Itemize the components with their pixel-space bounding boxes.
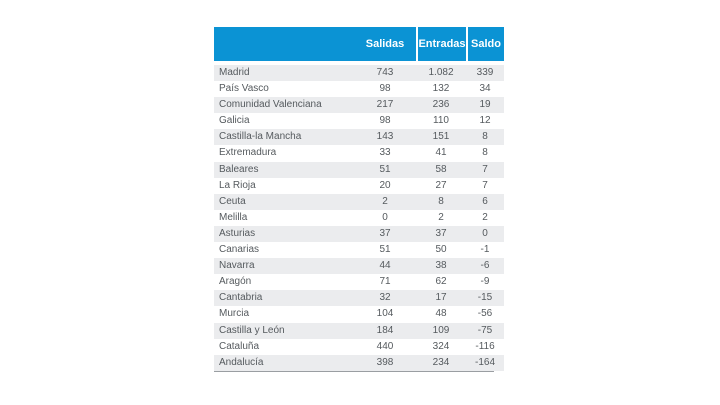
cell-entradas: 41 — [416, 145, 466, 161]
cell-region: Melilla — [214, 210, 354, 226]
cell-entradas: 110 — [416, 113, 466, 129]
cell-entradas: 62 — [416, 274, 466, 290]
cell-saldo: 2 — [466, 210, 504, 226]
bottom-rule — [214, 371, 494, 372]
cell-saldo: 6 — [466, 194, 504, 210]
table-row — [214, 306, 504, 322]
cell-region: Extremadura — [214, 145, 354, 161]
table-row — [214, 97, 504, 113]
cell-region: Cataluña — [214, 339, 354, 355]
table-row — [214, 178, 504, 194]
cell-region: La Rioja — [214, 178, 354, 194]
cell-saldo: 34 — [466, 81, 504, 97]
cell-saldo: 339 — [466, 65, 504, 81]
cell-entradas: 234 — [416, 355, 466, 371]
cell-salidas: 184 — [354, 323, 416, 339]
cell-region: Galicia — [214, 113, 354, 129]
cell-saldo: -15 — [466, 290, 504, 306]
cell-salidas: 98 — [354, 113, 416, 129]
cell-region: País Vasco — [214, 81, 354, 97]
table-row — [214, 210, 504, 226]
cell-saldo: 8 — [466, 129, 504, 145]
table-row — [214, 258, 504, 274]
cell-region: Ceuta — [214, 194, 354, 210]
cell-entradas: 50 — [416, 242, 466, 258]
cell-salidas: 104 — [354, 306, 416, 322]
table-row — [214, 274, 504, 290]
header-salidas: Salidas — [354, 27, 416, 61]
table-body — [214, 61, 504, 371]
cell-entradas: 27 — [416, 178, 466, 194]
cell-salidas: 44 — [354, 258, 416, 274]
cell-salidas: 20 — [354, 178, 416, 194]
header-saldo: Saldo — [466, 27, 504, 61]
cell-saldo: 7 — [466, 162, 504, 178]
cell-salidas: 33 — [354, 145, 416, 161]
cell-salidas: 440 — [354, 339, 416, 355]
cell-salidas: 51 — [354, 242, 416, 258]
cell-entradas: 48 — [416, 306, 466, 322]
cell-entradas: 38 — [416, 258, 466, 274]
table-row — [214, 162, 504, 178]
cell-entradas: 58 — [416, 162, 466, 178]
cell-region: Canarias — [214, 242, 354, 258]
cell-region: Asturias — [214, 226, 354, 242]
header-entradas: Entradas — [416, 27, 466, 61]
cell-salidas: 71 — [354, 274, 416, 290]
cell-entradas: 109 — [416, 323, 466, 339]
cell-region: Aragón — [214, 274, 354, 290]
cell-region: Cantabria — [214, 290, 354, 306]
cell-entradas: 151 — [416, 129, 466, 145]
cell-saldo: -75 — [466, 323, 504, 339]
data-table — [214, 27, 504, 371]
cell-salidas: 32 — [354, 290, 416, 306]
cell-saldo: -164 — [466, 355, 504, 371]
header-region — [214, 27, 354, 61]
table-row — [214, 355, 504, 371]
cell-region: Madrid — [214, 65, 354, 81]
cell-saldo: -6 — [466, 258, 504, 274]
table-row — [214, 129, 504, 145]
table-row — [214, 226, 504, 242]
cell-entradas: 17 — [416, 290, 466, 306]
cell-saldo: -56 — [466, 306, 504, 322]
cell-entradas: 132 — [416, 81, 466, 97]
table-row — [214, 290, 504, 306]
cell-region: Castilla y León — [214, 323, 354, 339]
table-row — [214, 323, 504, 339]
cell-saldo: 7 — [466, 178, 504, 194]
cell-region: Navarra — [214, 258, 354, 274]
cell-salidas: 743 — [354, 65, 416, 81]
table-row — [214, 339, 504, 355]
cell-region: Andalucía — [214, 355, 354, 371]
cell-region: Castilla-la Mancha — [214, 129, 354, 145]
table-row — [214, 65, 504, 81]
cell-entradas: 324 — [416, 339, 466, 355]
cell-saldo: 12 — [466, 113, 504, 129]
cell-salidas: 2 — [354, 194, 416, 210]
cell-salidas: 51 — [354, 162, 416, 178]
cell-entradas: 1.082 — [416, 65, 466, 81]
cell-salidas: 217 — [354, 97, 416, 113]
table-row — [214, 242, 504, 258]
cell-region: Baleares — [214, 162, 354, 178]
cell-salidas: 37 — [354, 226, 416, 242]
cell-salidas: 98 — [354, 81, 416, 97]
table-row — [214, 113, 504, 129]
cell-entradas: 2 — [416, 210, 466, 226]
cell-entradas: 236 — [416, 97, 466, 113]
cell-saldo: 19 — [466, 97, 504, 113]
cell-region: Murcia — [214, 306, 354, 322]
table-header — [214, 27, 504, 61]
cell-region: Comunidad Valenciana — [214, 97, 354, 113]
table-row — [214, 194, 504, 210]
cell-saldo: -116 — [466, 339, 504, 355]
cell-salidas: 398 — [354, 355, 416, 371]
cell-salidas: 0 — [354, 210, 416, 226]
cell-entradas: 8 — [416, 194, 466, 210]
cell-saldo: 8 — [466, 145, 504, 161]
cell-saldo: -1 — [466, 242, 504, 258]
cell-saldo: -9 — [466, 274, 504, 290]
cell-salidas: 143 — [354, 129, 416, 145]
cell-entradas: 37 — [416, 226, 466, 242]
cell-saldo: 0 — [466, 226, 504, 242]
migration-balance-table — [214, 27, 501, 372]
table-row — [214, 81, 504, 97]
table-row — [214, 145, 504, 161]
